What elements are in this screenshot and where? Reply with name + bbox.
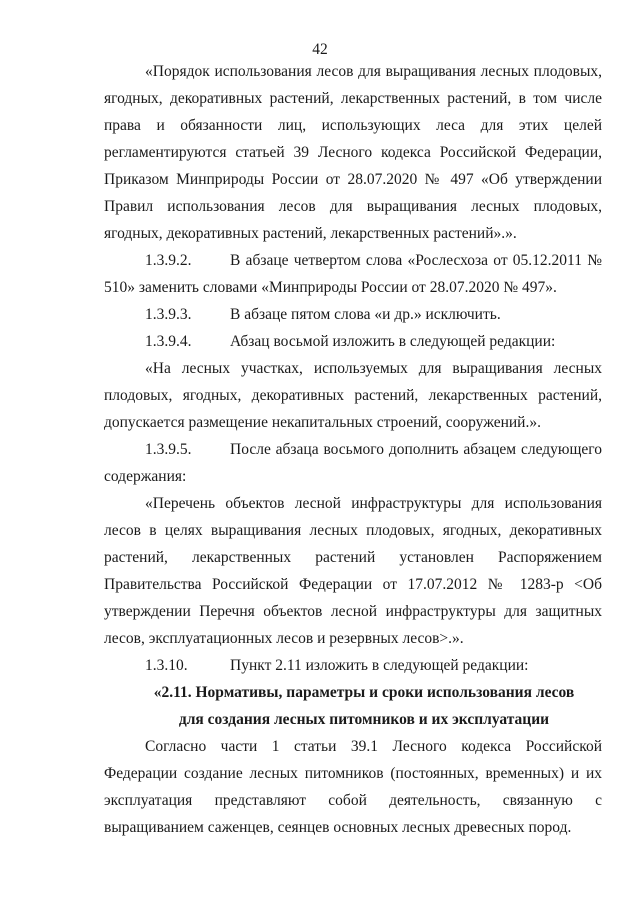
item-number: 1.3.9.3. xyxy=(145,306,192,323)
document-body xyxy=(104,58,602,841)
item-text: Пункт 2.11 изложить в следующей редакции: xyxy=(230,657,529,674)
item-text: После абзаца восьмого дополнить абзацем следующего содержания: xyxy=(104,441,602,485)
paragraph-quoted-procedure: «Порядок использования лесов для выращивания лесных плодовых, ягодных, декоративных растений, лекарственных растений, в том числе права и обязанности лиц, использующих леса для этих целей регламентируются статьей 39 Лесного кодекса Российской Федерации, Приказом Минприроды России от 28.07.2020 № 497 «Об утверждении Правил использования лесов для выращивания лесных плодовых, ягодных, декоративных растений, лекарственных растений».». xyxy=(104,63,602,242)
paragraph-1-3-9-5 xyxy=(104,436,602,490)
section-heading-2-11-line-1: «2.11. Нормативы, параметры и сроки использования лесов xyxy=(153,684,575,701)
item-text: В абзаце четвертом слова «Рослесхоза от 05.12.2011 № 510» заменить словами «Минприроды России от 28.07.2020 № 497». xyxy=(104,252,602,296)
paragraph-quoted-infrastructure-list: «Перечень объектов лесной инфраструктуры для использования лесов в целях выращивания лесных плодовых, ягодных, декоративных растений, лекарственных растений установлен Распоряжением Правительства Российской Федерации от 17.07.2012 № 1283-р <Об утверждении Перечня объектов лесной инфраструктуры для защитных лесов, эксплуатационных лесов и резервных лесов>.». xyxy=(104,495,602,647)
paragraph-nurseries-creation: Согласно части 1 статьи 39.1 Лесного кодекса Российской Федерации создание лесных питомников (постоянных, временных) и их эксплуатация представляют собой деятельность, связанную с выращиванием саженцев, сеянцев основных лесных древесных пород. xyxy=(104,738,602,836)
item-number: 1.3.9.4. xyxy=(145,333,192,350)
item-number: 1.3.9.2. xyxy=(145,252,192,269)
paragraph-1-3-10 xyxy=(104,652,602,679)
section-heading-2-11-line-2: для создания лесных питомников и их эксплуатации xyxy=(178,711,550,728)
paragraph-quoted-land-plots: «На лесных участках, используемых для выращивания лесных плодовых, ягодных, декоративных растений, лекарственных растений, допускается размещение некапитальных строений, сооружений.». xyxy=(104,360,602,431)
paragraph-1-3-9-2 xyxy=(104,247,602,301)
item-number: 1.3.9.5. xyxy=(145,441,192,458)
paragraph-1-3-9-3 xyxy=(104,301,602,328)
item-text: Абзац восьмой изложить в следующей редакции: xyxy=(230,333,556,350)
paragraph-1-3-9-4 xyxy=(104,328,602,355)
item-number: 1.3.10. xyxy=(145,657,188,674)
item-text: В абзаце пятом слова «и др.» исключить. xyxy=(230,306,501,323)
page-number: 42 xyxy=(312,41,328,58)
